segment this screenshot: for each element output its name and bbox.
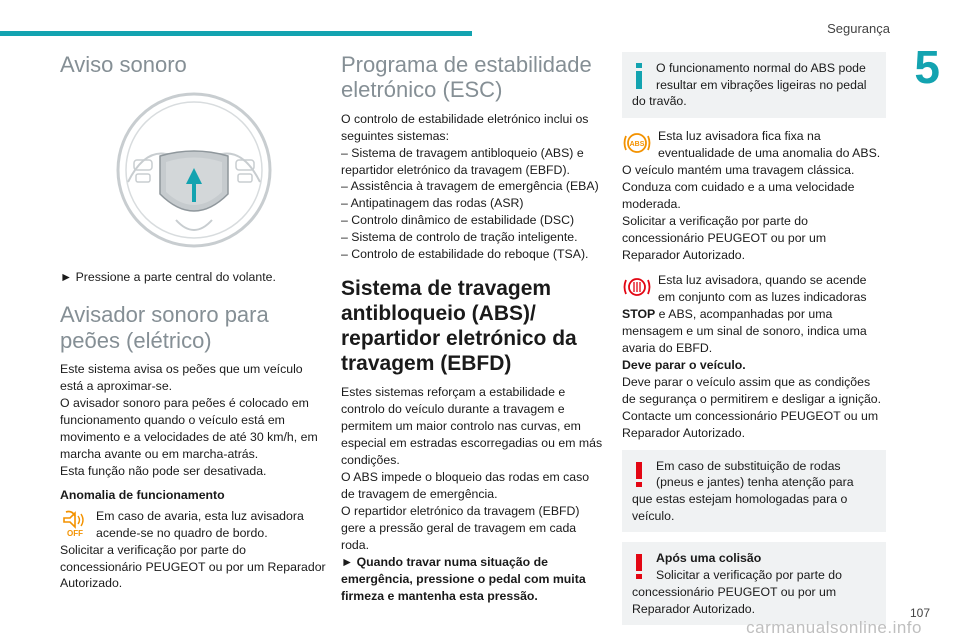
column-1 — [60, 52, 328, 592]
watermark: carmanualsonline.info — [746, 618, 922, 637]
anomaly-text: Em caso de avaria, esta luz avisadora acende-se no quadro de bordo. — [96, 508, 304, 540]
heading-aviso-sonoro: Aviso sonoro — [60, 52, 187, 77]
abs-lamp-text-2: O veículo mantém uma travagem clássica. Conduza com cuidado e a uma velocidade moderada. — [622, 163, 855, 212]
info-note — [622, 52, 886, 118]
heading-abs-ebfd: Sistema de travagem antibloqueio (ABS)/ repartidor eletrónico da travagem (EBFD) — [341, 277, 577, 375]
stop-text-2: Contacte um concessionário PEUGEOT ou um Reparador Autorizado. — [622, 408, 879, 440]
page-number: 107 — [909, 606, 930, 620]
list-item: – Antipatinagem das rodas (ASR) — [341, 196, 524, 211]
abs-lamp-text: Esta luz avisadora fica fixa na eventualidade de uma anomalia do ABS. — [658, 129, 881, 161]
warning-exclamation-icon — [628, 551, 650, 581]
header-accent-bar — [0, 31, 472, 36]
pedestrian-horn-off-lamp-icon — [60, 508, 90, 538]
list-item: – Sistema de travagem antibloqueio (ABS) e repartidor eletrónico da travagem (EBFD). — [341, 145, 584, 177]
step-emergency-brake: ► Quando travar numa situação de emergência, pressione o pedal com muita firmeza e mantenha esta pressão. — [341, 555, 586, 603]
warning-collision-title: Após uma colisão — [656, 551, 762, 566]
subheading-anomalia: Anomalia de funcionamento — [60, 487, 225, 502]
abs-lamp-text-3: Solicitar a verificação por parte do concessionário PEUGEOT ou por um Reparador Autorizado. — [622, 214, 827, 262]
ebfd-lamp-text: Esta luz avisadora, quando se acende em conjunto com as luzes indicadoras STOP e ABS, acompanhadas por uma mensagem e um sinal de sonoro, indica uma avaria do EBFD. — [622, 272, 867, 355]
info-note-text: O funcionamento normal do ABS pode resultar em vibrações ligeiras no pedal do travão. — [632, 61, 867, 109]
section-title: Segurança — [827, 21, 890, 36]
stop-indicator-label: STOP — [622, 306, 656, 321]
warning-note-collision — [622, 542, 886, 625]
esc-intro: O controlo de estabilidade eletrónico inclui os seguintes sistemas: — [341, 111, 589, 143]
warning-collision-text: Solicitar a verificação por parte do concessionário PEUGEOT ou por um Reparador Autorizado. — [632, 568, 842, 616]
column-2 — [341, 52, 603, 605]
list-item: – Sistema de controlo de tração inteligente. — [341, 230, 578, 245]
stop-heading: Deve parar o veículo. — [622, 357, 746, 372]
list-item: – Controlo de estabilidade do reboque (TSA). — [341, 247, 589, 262]
anomaly-text-2: Solicitar a verificação por parte do concessionário PEUGEOT ou por um Reparador Autorizado. — [60, 542, 326, 591]
abs-warning-lamp-icon — [622, 128, 652, 158]
column-3 — [622, 52, 886, 635]
steering-wheel-illustration — [114, 90, 274, 250]
brake-warning-lamp-icon — [622, 272, 652, 302]
chapter-number: 5 — [914, 41, 940, 93]
step-press-center: ► Pressione a parte central do volante. — [60, 270, 276, 285]
paragraph-2: O avisador sonoro para peões é colocado em funcionamento quando o veículo está em movimento e a velocidades de até 30 km/h, em marcha avante ou em marcha-atrás. — [60, 395, 318, 461]
list-item: – Controlo dinâmico de estabilidade (DSC) — [341, 213, 575, 228]
paragraph-1: Este sistema avisa os peões que um veículo está a aproximar-se. — [60, 361, 303, 393]
list-item: – Assistência à travagem de emergência (EBA) — [341, 179, 599, 194]
info-icon — [628, 61, 650, 91]
heading-avisador-peoes: Avisador sonoro para peões (elétrico) — [60, 302, 269, 353]
lamp-off-label: OFF — [67, 528, 83, 538]
warning-exclamation-icon — [628, 459, 650, 489]
warning-note-wheels — [622, 450, 886, 533]
stop-text: Deve parar o veículo assim que as condições de segurança o permitirem e desligar a ignição. — [622, 374, 882, 406]
abs-lamp-label: ABS — [629, 141, 645, 149]
heading-esc: Programa de estabilidade eletrónico (ESC) — [341, 52, 592, 103]
abs-para-3: O repartidor eletrónico da travagem (EBFD) gere a pressão geral de travagem em cada roda. — [341, 504, 580, 553]
warning-wheels-text: Em caso de substituição de rodas (pneus e jantes) tenha atenção para que estas estejam homologadas para o veículo. — [632, 458, 854, 523]
abs-para-1: Estes sistemas reforçam a estabilidade e controlo do veículo durante a travagem e permitem um maior controlo nas curvas, em especial em estradas escorregadias ou em más condições. — [341, 385, 603, 468]
abs-para-2: O ABS impede o bloqueio das rodas em caso de travagem de emergência. — [341, 470, 590, 502]
esc-list — [341, 145, 603, 264]
paragraph-3: Esta função não pode ser desativada. — [60, 463, 267, 478]
